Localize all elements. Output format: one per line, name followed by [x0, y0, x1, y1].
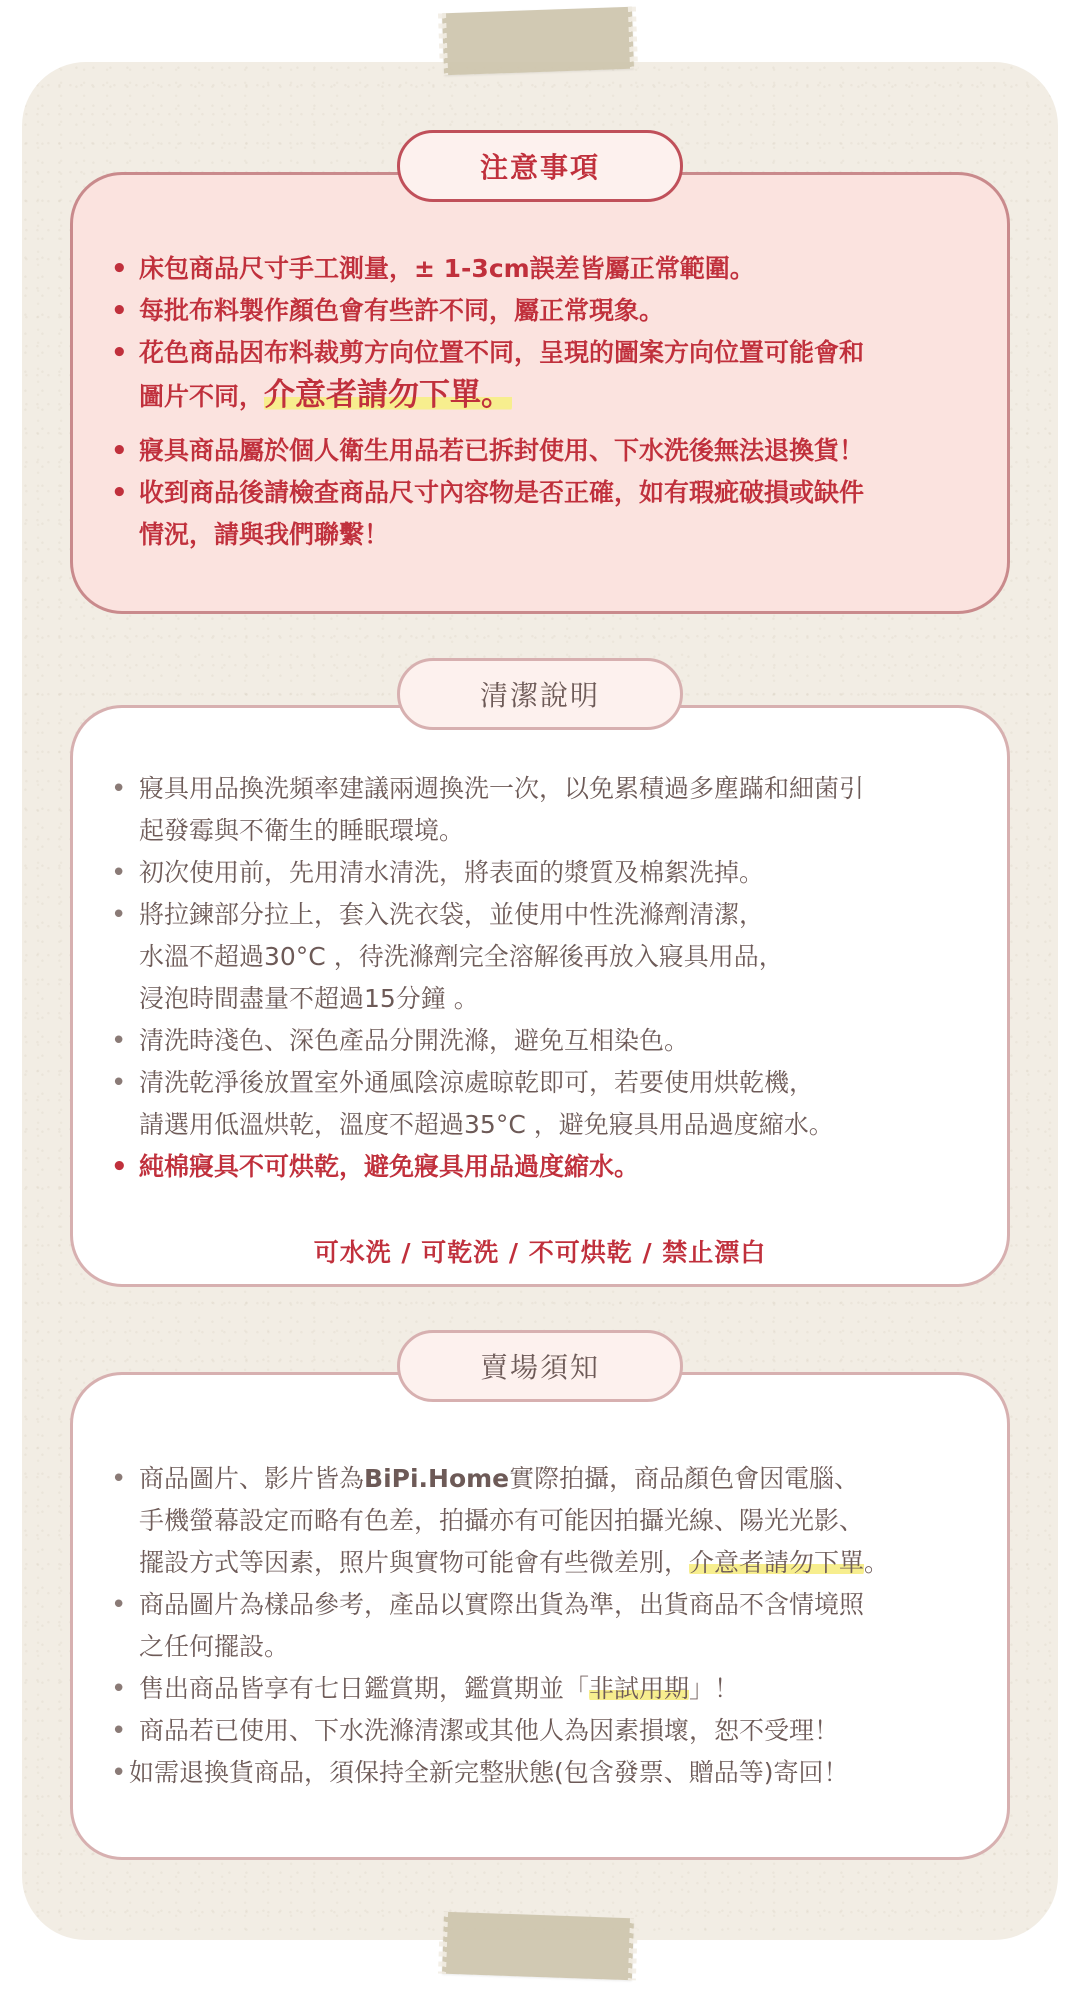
list-item: [105, 290, 983, 332]
sale-title: 賣場須知: [397, 1330, 683, 1402]
item-text: 清洗時淺色、深色產品分開洗滌，避免互相染色。: [139, 1026, 690, 1055]
item-text: 清洗乾淨後放置室外通風陰涼處晾乾即可，若要使用烘乾機，: [139, 1068, 815, 1097]
item-text: 實際拍攝，商品顏色會因電腦、: [509, 1464, 860, 1493]
item-text: 如需退換貨商品，須保持全新完整狀態(包含發票、贈品等)寄回！: [129, 1758, 849, 1787]
list-item: [105, 768, 983, 852]
item-text: 。: [864, 1548, 890, 1577]
list-item: [105, 1458, 983, 1584]
item-text: 水溫不超過30°C ，待洗滌劑完全溶解後再放入寢具用品，: [139, 942, 784, 971]
list-item: [105, 1710, 983, 1752]
list-item: [105, 1668, 983, 1710]
highlight-text: 介意者請勿下單: [689, 1548, 865, 1577]
list-item: [105, 332, 983, 418]
masking-tape-top: [442, 7, 634, 76]
item-text: 浸泡時間盡量不超過15分鐘 。: [139, 984, 479, 1013]
sale-box: [70, 1372, 1010, 1860]
care-box: [70, 705, 1010, 1287]
list-item: [105, 1146, 983, 1188]
item-text: 花色商品因布料裁剪方向位置不同，呈現的圖案方向位置可能會和: [139, 338, 865, 367]
care-symbols: 可水洗 / 可乾洗 / 不可烘乾 / 禁止漂白: [313, 1238, 767, 1267]
item-text: 商品圖片、影片皆為: [139, 1464, 365, 1493]
item-text: 初次使用前，先用清水清洗，將表面的漿質及棉絮洗掉。: [139, 858, 765, 887]
notice-list: [105, 248, 983, 556]
item-text: 圖片不同，: [139, 382, 265, 411]
notice-title: 注意事項: [397, 130, 683, 202]
item-text: 收到商品後請檢查商品尺寸內容物是否正確，如有瑕疵破損或缺件: [139, 478, 865, 507]
notice-box: [70, 172, 1010, 614]
item-text: 商品若已使用、下水洗滌清潔或其他人為因素損壞，恕不受理！: [139, 1716, 840, 1745]
item-text: 寢具用品換洗頻率建議兩週換洗一次，以免累積過多塵蹣和細菌引: [139, 774, 865, 803]
highlight-text: 介意者請勿下單。: [264, 377, 513, 413]
item-text: 商品圖片為樣品參考，產品以實際出貨為準，出貨商品不含情境照: [139, 1590, 865, 1619]
list-item: [105, 1584, 983, 1668]
brand-name: BiPi.Home: [364, 1464, 510, 1493]
care-list: [105, 768, 983, 1188]
care-title: 清潔說明: [397, 658, 683, 730]
item-text: 之任何擺設。: [139, 1632, 290, 1661]
masking-tape-bottom: [442, 1912, 634, 1981]
list-item: [105, 472, 983, 556]
list-item: [105, 248, 983, 290]
item-text: 起發霉與不衛生的睡眠環境。: [139, 816, 465, 845]
item-text: 寢具商品屬於個人衛生用品若已拆封使用、下水洗後無法退換貨！: [139, 436, 865, 465]
item-text: 擺設方式等因素，照片與實物可能會有些微差別，: [139, 1548, 690, 1577]
list-item: [105, 1020, 983, 1062]
highlight-text: 非試用期: [589, 1674, 690, 1703]
item-text: 請選用低溫烘乾，溫度不超過35°C ，避免寢具用品過度縮水。: [139, 1110, 834, 1139]
item-text: 情況，請與我們聯繫！: [139, 520, 390, 549]
item-text: 」！: [689, 1674, 740, 1703]
item-text: 售出商品皆享有七日鑑賞期，鑑賞期並「: [139, 1674, 590, 1703]
list-item: [105, 894, 983, 1020]
item-text: 純棉寢具不可烘乾，避免寢具用品過度縮水。: [139, 1152, 640, 1181]
list-item: [105, 1752, 983, 1794]
item-text: 將拉鍊部分拉上，套入洗衣袋，並使用中性洗滌劑清潔，: [139, 900, 765, 929]
list-item: [105, 430, 983, 472]
item-text: 手機螢幕設定而略有色差，拍攝亦有可能因拍攝光線、陽光光影、: [139, 1506, 865, 1535]
list-item: [105, 1062, 983, 1146]
list-item: [105, 852, 983, 894]
sale-list: [105, 1458, 983, 1794]
item-text: 床包商品尺寸手工測量，± 1-3cm誤差皆屬正常範圍。: [139, 254, 755, 283]
item-text: 每批布料製作顏色會有些許不同，屬正常現象。: [139, 296, 665, 325]
